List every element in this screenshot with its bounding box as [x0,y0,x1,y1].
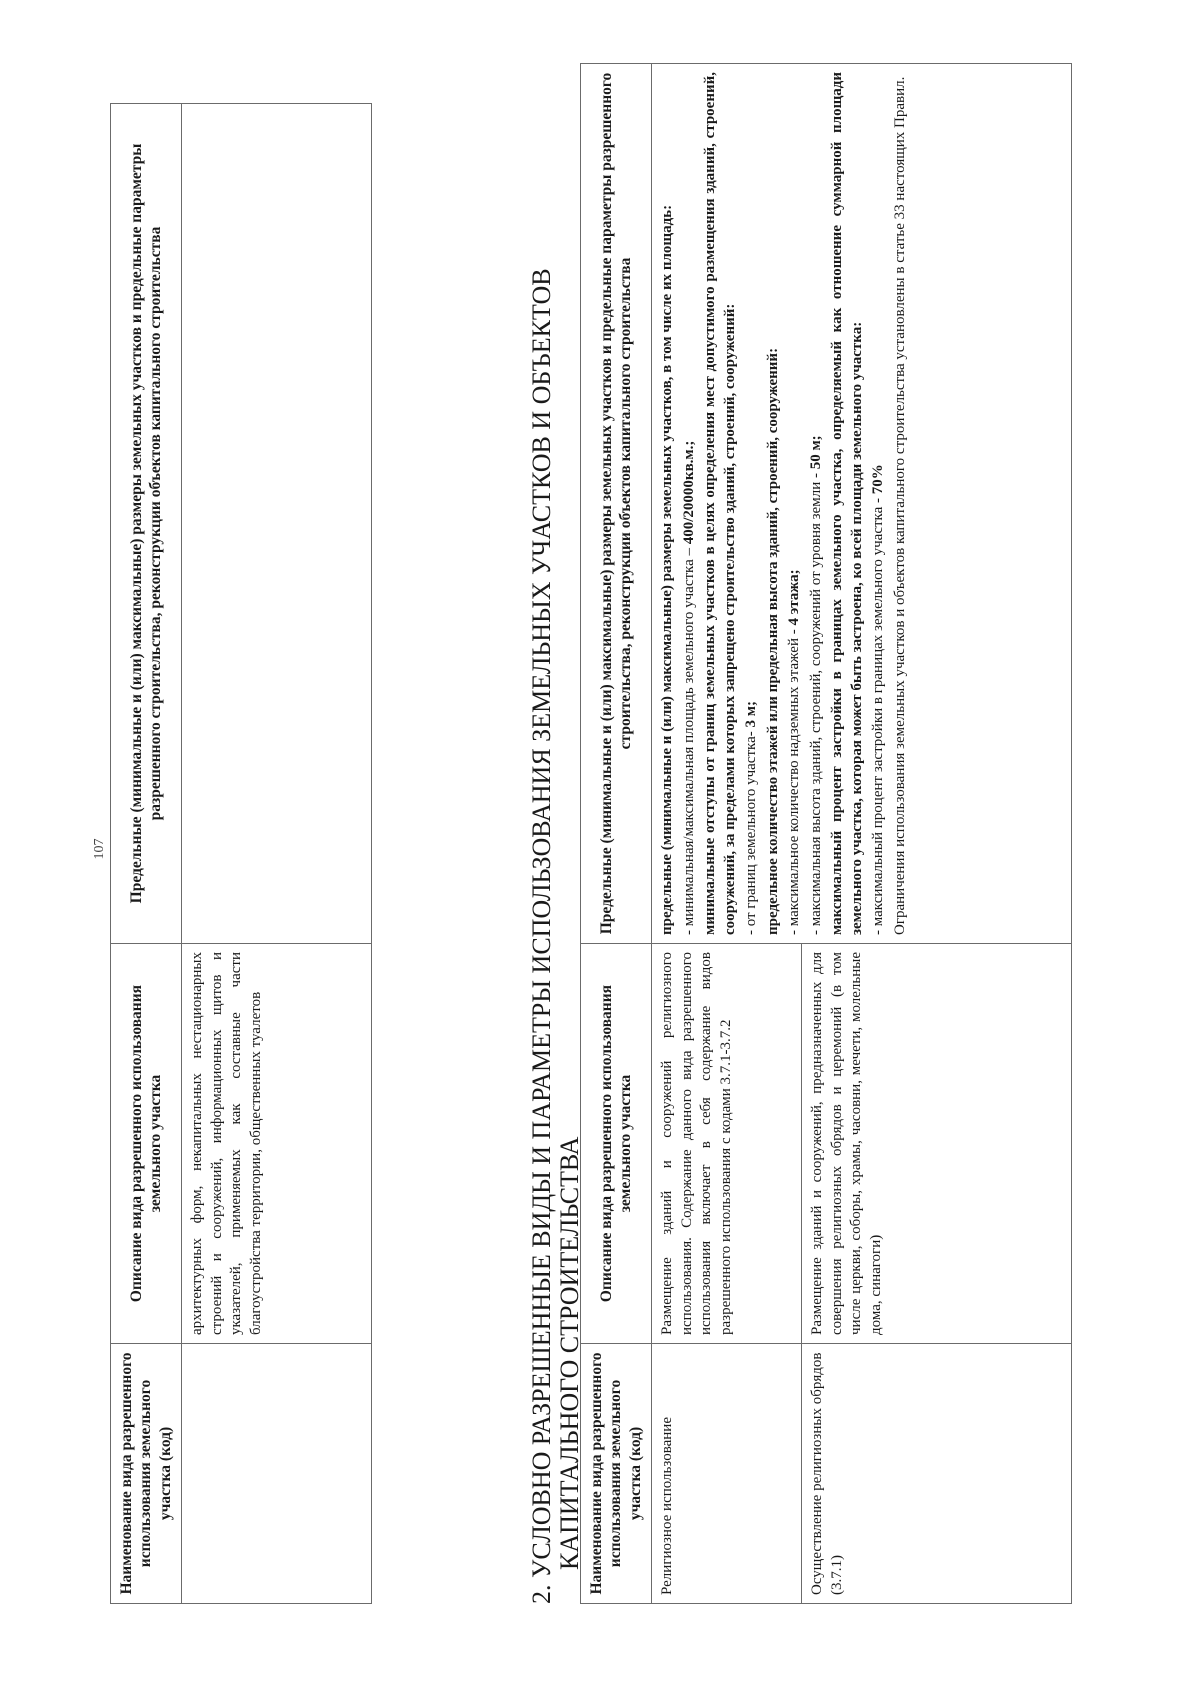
params-height-value: 50 м; [807,435,824,470]
column-header-params: Предельные (минимальные и (или) максимальные) размеры земельных участков и предельные параметры разрешенного строительства, реконструкции объектов капитального строительства [581,64,652,944]
cell-description: Размещение зданий и сооружений, предназначенных для совершения религиозных обрядов и церемоний (в том числе церкви, соборы, храмы, часовни, мечети, молельные дома, синагоги) [802,944,1072,1344]
cell-params [652,64,1072,944]
table-header-row [111,104,182,1604]
section-heading-line1: 2. УСЛОВНО РАЗРЕШЕННЫЕ ВИДЫ И ПАРАМЕТРЫ ИСПОЛЬЗОВАНИЯ ЗЕМЕЛЬНЫХ УЧАСТКОВ И ОБЪЕКТОВ [527,268,556,1604]
table-conditionally-permitted-uses [580,63,1072,1604]
params-height [807,72,827,935]
table-row [182,104,372,1604]
section-heading [528,44,588,1604]
cell-description: архитектурных форм, некапитальных нестационарных строений и сооружений, информационных щитов и указателей, применяемых как составные части благоустройства территории, общественных туалетов [182,944,372,1344]
params-area-label: - минимальная/максимальная площадь земельного участка – [680,544,697,935]
params-setback-label: - от границ земельного участка- [743,727,760,935]
params-sizes-heading: предельные (минимальные и (или) максимальные) размеры земельных участков, в том числе их площадь: [659,204,676,935]
params-floors-heading: предельное количество этажей или предельная высота зданий, строений, сооружений: [764,347,781,935]
column-header-name: Наименование вида разрешенного использования земельного участка (код) [111,1344,182,1604]
cell-name: Религиозное использование [652,1344,802,1604]
params-area-value: 400/20000кв.м.; [680,440,697,545]
params-setback-value: 3 м; [743,701,760,728]
page-number: 107 [92,838,107,860]
cell-name [182,1344,372,1604]
params-coverage-label: - максимальный процент застройки в границах земельного участка - [870,494,887,935]
cell-params [182,104,372,944]
params-height-label: - максимальная высота зданий, строений, сооружений от уровня земли - [807,469,824,935]
params-setback [742,72,762,935]
column-header-name: Наименование вида разрешенного использования земельного участка (код) [581,1344,652,1604]
column-header-description: Описание вида разрешенного использования земельного участка [111,944,182,1344]
table-permitted-uses-continued [110,103,372,1604]
params-floors-label: - максимальное количество надземных этажей - [786,625,803,935]
section-heading-line2: КАПИТАЛЬНОГО СТРОИТЕЛЬСТВА [555,1136,584,1570]
table-row [652,64,802,1604]
params-coverage-value: 70% [870,464,887,495]
params-coverage [869,72,889,935]
params-floors-value: 4 этажа; [786,569,803,626]
params-coverage-heading: максимальный процент застройки в границах земельного участка, определяемый как отношение суммарной площади земельного участка, которая может быть застроена, ко всей площади земельного участка: [829,72,865,935]
params-setbacks-heading: минимальные отступы от границ земельных участков в целях определения мест допустимого размещения зданий, строений, сооружений, за пределами которых запрещено строительство зданий, строений, сооружений: [702,72,738,935]
params-floors [785,72,805,935]
cell-description: Размещение зданий и сооружений религиозного использования. Содержание данного вида разрешенного использования включает в себя содержание видов разрешенного использования с кодами 3.7.1-3.7.2 [652,944,802,1344]
column-header-description: Описание вида разрешенного использования земельного участка [581,944,652,1344]
table-header-row [581,64,652,1604]
params-restrictions: Ограничения использования земельных участков и объектов капитального строительства установлены в статье 33 настоящих Правил. [891,76,908,935]
column-header-params: Предельные (минимальные и (или) максимальные) размеры земельных участков и предельные параметры разрешенного строительства, реконструкции объектов капитального строительства [111,104,182,944]
params-area [680,72,700,935]
cell-name: Осуществление религиозных обрядов (3.7.1) [802,1344,1072,1604]
